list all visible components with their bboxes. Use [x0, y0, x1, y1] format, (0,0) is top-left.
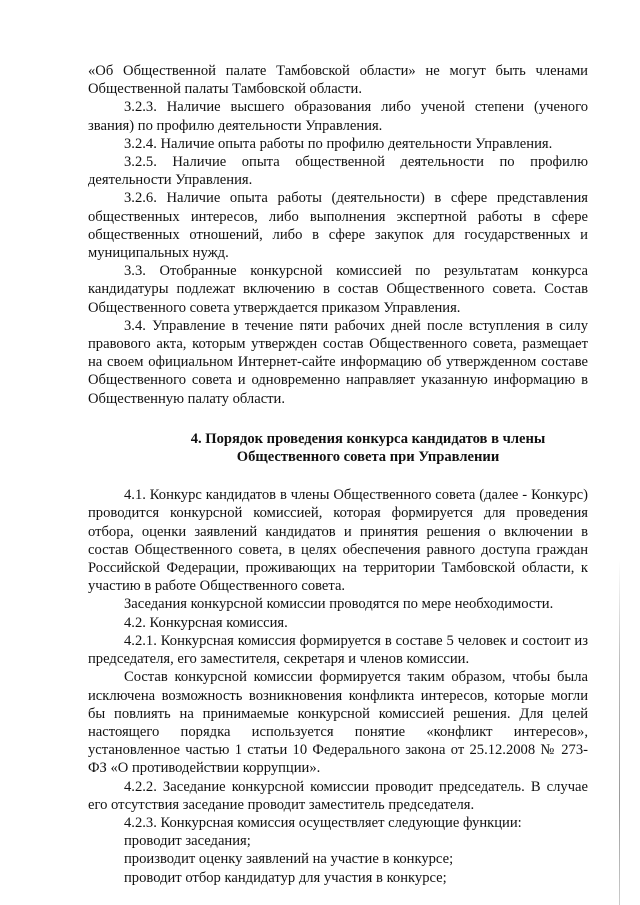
paragraph-4-2-3: 4.2.3. Конкурсная комиссия осуществляет следующие функции: [124, 814, 522, 831]
document-body [88, 62, 588, 887]
paragraph-meetings: Заседания конкурсной комиссии проводятся по мере необходимости. [124, 596, 554, 613]
paragraph-4-2: 4.2. Конкурсная комиссия. [124, 614, 288, 631]
paragraph-3-4: 3.4. Управление в течение пяти рабочих дней после вступления в силу правового акта, которым утвержден состав Общественного совета, размещает на своем официальном Интернет-сайте информацию об утвержденном составе Общественного совета и одновременно направляет указанную информацию в Общественную палату области. [88, 317, 588, 407]
paragraph-3-2-4: 3.2.4. Наличие опыта работы по профилю деятельности Управления. [124, 135, 553, 152]
section-heading-line-1: 4. Порядок проведения конкурса кандидатов в члены [190, 430, 546, 447]
list-item-function: проводит отбор кандидатур для участия в конкурсе; [124, 869, 447, 886]
paragraph-3-3: 3.3. Отобранные конкурсной комиссией по результатам конкурса кандидатуры подлежат включению в состав Общественного совета. Состав Общественного совета утверждается приказом Управления. [88, 263, 588, 316]
section-heading-line-2: Общественного совета при Управлении [236, 449, 500, 466]
paragraph-continuation: «Об Общественной палате Тамбовской области» не могут быть членами Общественной палаты Тамбовской области. [88, 63, 588, 98]
paragraph-4-2-2: 4.2.2. Заседание конкурсной комиссии проводит председатель. В случае его отсутствия заседание проводит заместитель председателя. [88, 778, 588, 813]
paragraph-4-1: 4.1. Конкурс кандидатов в члены Общественного совета (далее - Конкурс) проводится конкурсной комиссией, которая формируется для проведения отбора, оценки заявлений кандидатов и принятия решения о включении в состав Общественного совета, в целях обеспечения равного доступа граждан Российской Федерации, проживающих на территории Тамбовской области, к участию в работе Общественного совета. [88, 487, 588, 595]
paragraph-4-2-1: 4.2.1. Конкурсная комиссия формируется в составе 5 человек и состоит из председателя, его заместителя, секретаря и членов комиссии. [88, 632, 588, 668]
paragraph-composition: Состав конкурсной комиссии формируется таким образом, чтобы была исключена возможность возникновения конфликта интересов, которые могли бы повлиять на принимаемые конкурсной комиссией решения. Для целей настоящего порядка используется понятие «конфликт интересов», установленное частью 1 статьи 10 Федерального закона от 25.12.2008 № 273-ФЗ «О противодействии коррупции». [88, 669, 588, 777]
paragraph-3-2-5: 3.2.5. Наличие опыта общественной деятельности по профилю деятельности Управления. [88, 154, 588, 189]
scan-edge-line [619, 560, 620, 905]
list-item-function: проводит заседания; [124, 833, 251, 850]
list-item-function: производит оценку заявлений на участие в конкурсе; [124, 851, 454, 868]
paragraph-3-2-3: 3.2.3. Наличие высшего образования либо ученой степени (ученого звания) по профилю деятельности Управления. [88, 99, 588, 134]
paragraph-3-2-6: 3.2.6. Наличие опыта работы (деятельности) в сфере представления общественных интересов, либо выполнения экспертной работы в сфере общественных отношений, либо в сфере закупок для государственных и муниципальных нужд. [88, 190, 588, 262]
section-heading [88, 430, 588, 466]
